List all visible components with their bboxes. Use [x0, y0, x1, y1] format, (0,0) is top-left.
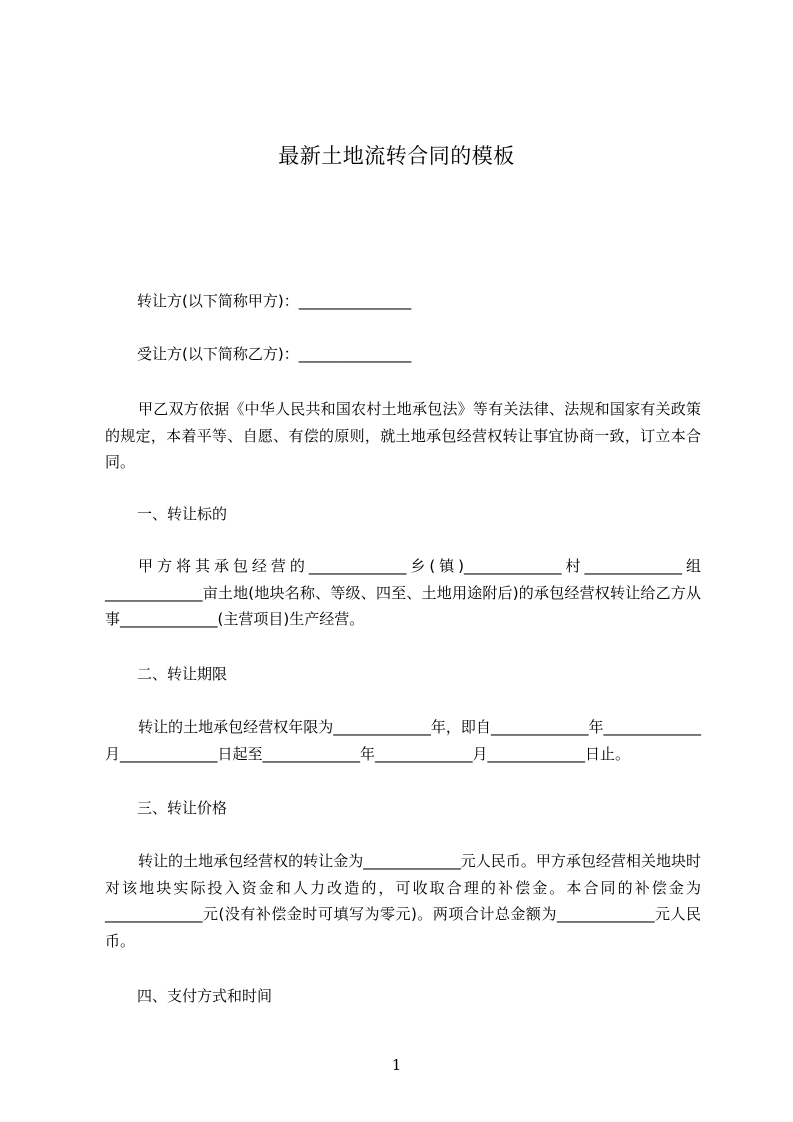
page-number: 1: [391, 1056, 402, 1074]
section-body: 甲方将其承包经营的_____________乡(镇)_____________村_____________组_____________亩土地(地块名称、等级、四至、土地用途附后)的承包经营权转让给乙方从事_____________(主营项目)生产经营。: [105, 557, 701, 628]
document-title: 最新土地流转合同的模板: [278, 144, 515, 168]
section-heading: 二、转让期限: [137, 665, 228, 683]
section-heading: 四、支付方式和时间: [137, 987, 273, 1005]
section-body: 转让的土地承包经营权年限为_____________年，即自_____________年_____________月_____________日起至_____________年_____________月_____________日止。: [105, 718, 701, 763]
section-heading: 一、转让标的: [137, 505, 228, 523]
transferee-line: 受让方(以下简称乙方)：_______________: [137, 345, 412, 363]
section-body: 转让的土地承包经营权的转让金为_____________元人民币。甲方承包经营相关地块时对该地块实际投入资金和人力改造的，可收取合理的补偿金。本合同的补偿金为_____________元(没有补偿金时可填写为零元)。两项合计总金额为_____________元人民币。: [105, 852, 701, 950]
intro-paragraph: 甲乙双方依据《中华人民共和国农村土地承包法》等有关法律、法规和国家有关政策的规定，本着平等、自愿、有偿的原则，就土地承包经营权转让事宜协商一致，订立本合同。: [105, 400, 701, 471]
section-heading: 三、转让价格: [137, 799, 228, 817]
transferor-line: 转让方(以下简称甲方)：_______________: [137, 292, 412, 310]
